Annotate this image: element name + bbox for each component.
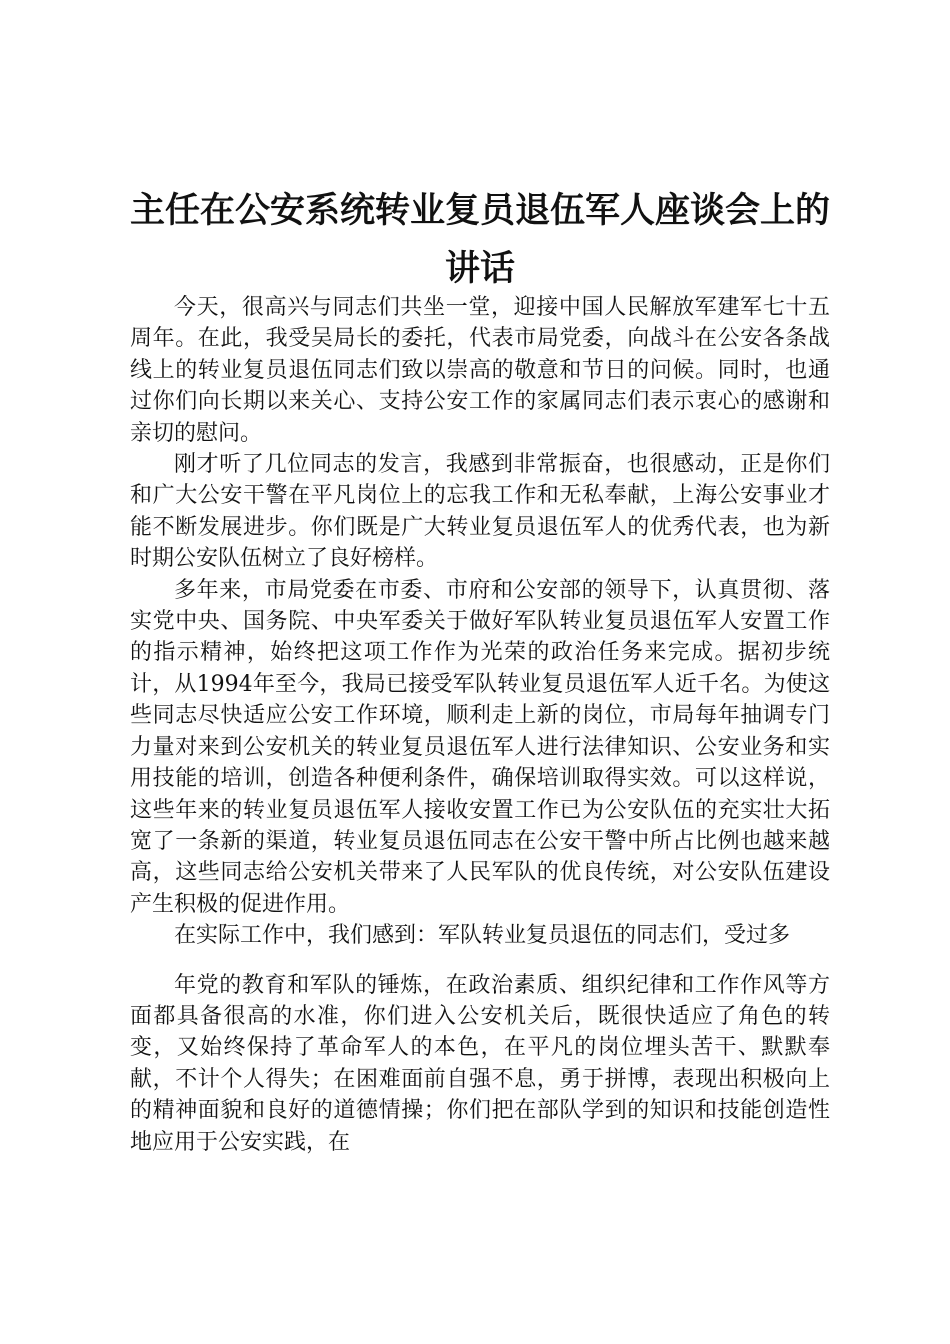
paragraph-gap [130, 952, 830, 970]
document-title: 主任在公安系统转业复员退伍军人座谈会上的讲话 [129, 191, 830, 289]
paragraph-4: 在实际工作中，我们感到：军队转业复员退伍的同志们，受过多 [174, 923, 791, 949]
paragraph-2: 刚才听了几位同志的发言，我感到非常振奋，也很感动，正是你们和广大公安干警在平凡岗位上的忘我工作和无私奉献，上海公安事业才能不断发展进步。你们既是广大转业复员退伍军人的优秀代表，也为新时期公安队伍树立了良好榜样。 [130, 452, 830, 572]
document-page [130, 0, 830, 1344]
paragraph-3: 多年来，市局党委在市委、市府和公安部的领导下，认真贯彻、落实党中央、国务院、中央军委关于做好军队转业复员退伍军人安置工作的指示精神，始终把这项工作作为光荣的政治任务来完成。据初步统计，从1994年至今，我局已接受军队转业复员退伍军人近千名。为使这些同志尽快适应公安工作环境，顺利走上新的岗位，市局每年抽调专门力量对来到公安机关的转业复员退伍军人进行法律知识、公安业务和实用技能的培训，创造各种便利条件，确保培训取得实效。可以这样说，这些年来的转业复员退伍军人接收安置工作已为公安队伍的充实壮大拓宽了一条新的渠道，转业复员退伍同志在公安干警中所占比例也越来越高，这些同志给公安机关带来了人民军队的优良传统，对公安队伍建设产生积极的促进作用。 [130, 577, 830, 917]
paragraph-1: 今天，很高兴与同志们共坐一堂，迎接中国人民解放军建军七十五周年。在此，我受吴局长的委托，代表市局党委，向战斗在公安各条战线上的转业复员退伍同志们致以崇高的敬意和节日的问候。同时，也通过你们向长期以来关心、支持公安工作的家属同志们表示衷心的感谢和亲切的慰问。 [130, 295, 830, 446]
document-body [130, 292, 830, 1158]
paragraph-5: 年党的教育和军队的锤炼，在政治素质、组织纪律和工作作风等方面都具备很高的水准，你们进入公安机关后，既很快适应了角色的转变，又始终保持了革命军人的本色，在平凡的岗位埋头苦干、默默奉献，不计个人得失；在困难面前自强不息，勇于拼博，表现出积极向上的精神面貌和良好的道德情操；你们把在部队学到的知识和技能创造性地应用于公安实践，在 [130, 972, 830, 1155]
